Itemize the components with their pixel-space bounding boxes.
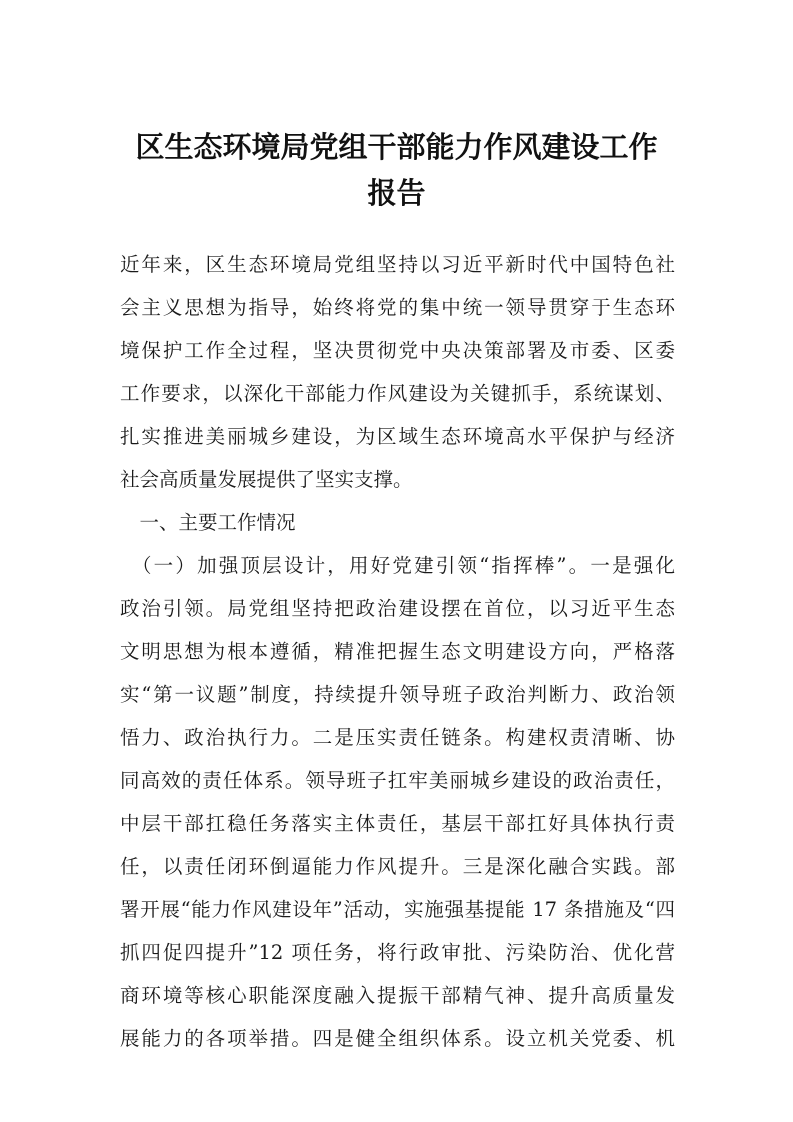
body-line: 实“第一议题”制度，持续提升领导班子政治判断力、政治领 — [120, 683, 675, 706]
section-heading: 一、主要工作情况 — [120, 511, 296, 534]
body-line: 政治引领。局党组坚持把政治建设摆在首位，以习近平生态 — [120, 597, 675, 620]
body-line: 抓四促四提升”12 项任务，将行政审批、污染防治、优化营 — [120, 941, 675, 964]
document-title-line-1: 区生态环境局党组干部能力作风建设工作 — [135, 130, 658, 164]
body-line: 境保护工作全过程，坚决贯彻党中央决策部署及市委、区委 — [120, 339, 675, 362]
body-line: 署开展“能力作风建设年”活动，实施强基提能 17 条措施及“四 — [120, 898, 675, 921]
body-line: 社会高质量发展提供了坚实支撑。 — [120, 468, 413, 491]
document-body — [120, 243, 675, 1060]
document-title-line-2: 报告 — [367, 176, 426, 210]
body-line: 工作要求，以深化干部能力作风建设为关键抓手，系统谋划、 — [120, 382, 675, 405]
body-line: 扎实推进美丽城乡建设，为区域生态环境高水平保护与经济 — [120, 425, 675, 448]
body-line: 展能力的各项举措。四是健全组织体系。设立机关党委、机 — [120, 1027, 675, 1050]
body-line: 同高效的责任体系。领导班子扛牢美丽城乡建设的政治责任， — [120, 769, 675, 792]
body-line: 任，以责任闭环倒逼能力作风提升。三是深化融合实践。部 — [120, 855, 675, 878]
body-line: 商环境等核心职能深度融入提振干部精气神、提升高质量发 — [120, 984, 675, 1007]
body-line: 中层干部扛稳任务落实主体责任，基层干部扛好具体执行责 — [120, 812, 675, 835]
body-line: 文明思想为根本遵循，精准把握生态文明建设方向，严格落 — [120, 640, 675, 663]
body-line: 会主义思想为指导，始终将党的集中统一领导贯穿于生态环 — [120, 296, 675, 319]
body-line: 近年来，区生态环境局党组坚持以习近平新时代中国特色社 — [120, 253, 675, 276]
subsection-heading-line: （一）加强顶层设计，用好党建引领“指挥棒”。一是强化 — [120, 554, 675, 577]
body-line: 悟力、政治执行力。二是压实责任链条。构建权责清晰、协 — [120, 726, 675, 749]
